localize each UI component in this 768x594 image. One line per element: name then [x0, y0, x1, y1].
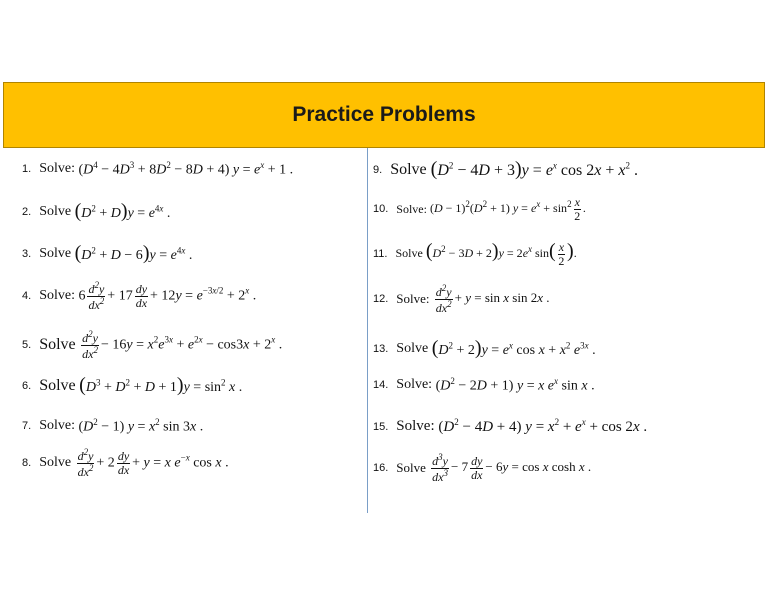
- problem-number: 12.: [373, 293, 389, 306]
- problem-7: [22, 417, 203, 436]
- problem-9: [373, 158, 638, 181]
- problem-number: 2.: [22, 205, 32, 218]
- problem-equation: $\frac{d^2y}{dx^2}$ + y = sin x sin 2x .: [435, 283, 550, 315]
- problem-equation: $(D^2 - 3D + 2)y = 2e^x$ sin( $\frac{x}{2}$ ).: [425, 240, 577, 268]
- problem-number: 5.: [22, 339, 32, 352]
- title-banner: [3, 82, 765, 148]
- problem-prefix: Solve: [39, 376, 76, 394]
- problem-equation: $(D^2 + D)y = e^{4x}$ .: [74, 200, 171, 222]
- problem-equation: $(D - 1)^2(D^2 + 1)$ $y = e^x + \sin^2$ $\frac{x}{2}$ .: [426, 195, 586, 223]
- problem-equation: $(D^2 + D - 6)y = e^{4x}$ .: [74, 242, 193, 264]
- problem-15: [373, 417, 647, 436]
- problem-prefix: Solve:: [396, 201, 427, 216]
- problem-number: 13.: [373, 342, 389, 355]
- problem-prefix: Solve: [39, 455, 72, 471]
- problem-equation: $\frac{d^3y}{dx^3}$ − 7 $\frac{dy}{dx}$ − 6y = cos x cosh x .: [432, 452, 592, 484]
- problem-number: 16.: [373, 462, 389, 475]
- problem-11: [373, 240, 577, 267]
- problem-prefix: Solve: [39, 203, 72, 219]
- problem-equation: $(D^2 - 2D + 1) y = x$ $e^x$ sin x .: [432, 376, 595, 394]
- problem-equation: 6 $\frac{d^2y}{dx^2}$ + 17 $\frac{dy}{dx}$ + $12y = e^{-3x/2} + 2^x$ .: [74, 280, 257, 312]
- problem-number: 3.: [22, 247, 32, 260]
- problem-number: 1.: [22, 163, 32, 176]
- problem-equation: $(D^4 - 4D^3 + 8D^2 - 8D + 4) y = e^x + 1$ .: [74, 160, 294, 178]
- problem-prefix: Solve: [395, 246, 423, 261]
- problem-prefix: Solve:: [39, 161, 75, 177]
- page-title: Practice Problems: [292, 103, 476, 126]
- problem-1: [22, 160, 293, 179]
- problem-prefix: Solve:: [396, 418, 435, 434]
- problem-8: [22, 448, 229, 478]
- problem-prefix: Solve:: [396, 377, 433, 393]
- problem-equation: $\frac{d^2y}{dx^2}$ − $16y = x^2e^{3x} + e^{2x} - \cos 3x + 2^x$ .: [82, 329, 283, 361]
- problem-prefix: Solve:: [39, 288, 75, 304]
- problem-16: [373, 453, 591, 483]
- problem-13: [373, 337, 596, 360]
- problem-number: 9.: [373, 163, 383, 176]
- problem-2: [22, 200, 170, 223]
- problem-equation: $(D^2 - 1) y = x^2$ sin 3x .: [74, 417, 204, 435]
- problem-number: 10.: [373, 203, 389, 216]
- problem-prefix: Solve: [39, 245, 72, 261]
- problem-number: 4.: [22, 290, 32, 303]
- problem-number: 11.: [373, 247, 388, 260]
- problem-12: [373, 284, 549, 314]
- problem-number: 15.: [373, 420, 389, 433]
- problem-equation: $(D^2 + 2)y = e^x$ $\cos x + x^2$ $e^{3x}$ .: [431, 337, 596, 359]
- problem-14: [373, 376, 595, 395]
- problem-equation: $(D^2 - 4D + 3)y = e^x$ $\cos 2x + x^2$ .: [430, 158, 638, 180]
- problem-prefix: Solve: [396, 340, 429, 356]
- problem-number: 7.: [22, 420, 32, 433]
- problem-4: [22, 281, 256, 311]
- problem-equation: $\frac{d^2y}{dx^2}$ + 2 $\frac{dy}{dx}$ + y = x $e^{-x}$ cos x .: [77, 447, 229, 479]
- problem-number: 6.: [22, 379, 32, 392]
- problem-prefix: Solve: [390, 160, 427, 178]
- problem-equation: $(D^3 + D^2 + D + 1)y = \sin^2 x$ .: [79, 374, 243, 396]
- problem-prefix: Solve: [396, 460, 426, 476]
- problem-5: [22, 330, 282, 360]
- problem-prefix: Solve: [39, 336, 76, 354]
- problem-number: 14.: [373, 379, 389, 392]
- problem-10: [373, 196, 586, 222]
- column-divider: [367, 148, 368, 513]
- problem-3: [22, 242, 192, 265]
- problem-prefix: Solve:: [396, 291, 430, 307]
- problem-number: 8.: [22, 457, 32, 470]
- problem-equation: $(D^2 - 4D + 4) y = x^2 + e^x + \cos 2x$ .: [434, 417, 648, 435]
- problem-prefix: Solve:: [39, 418, 75, 434]
- problem-6: [22, 374, 242, 397]
